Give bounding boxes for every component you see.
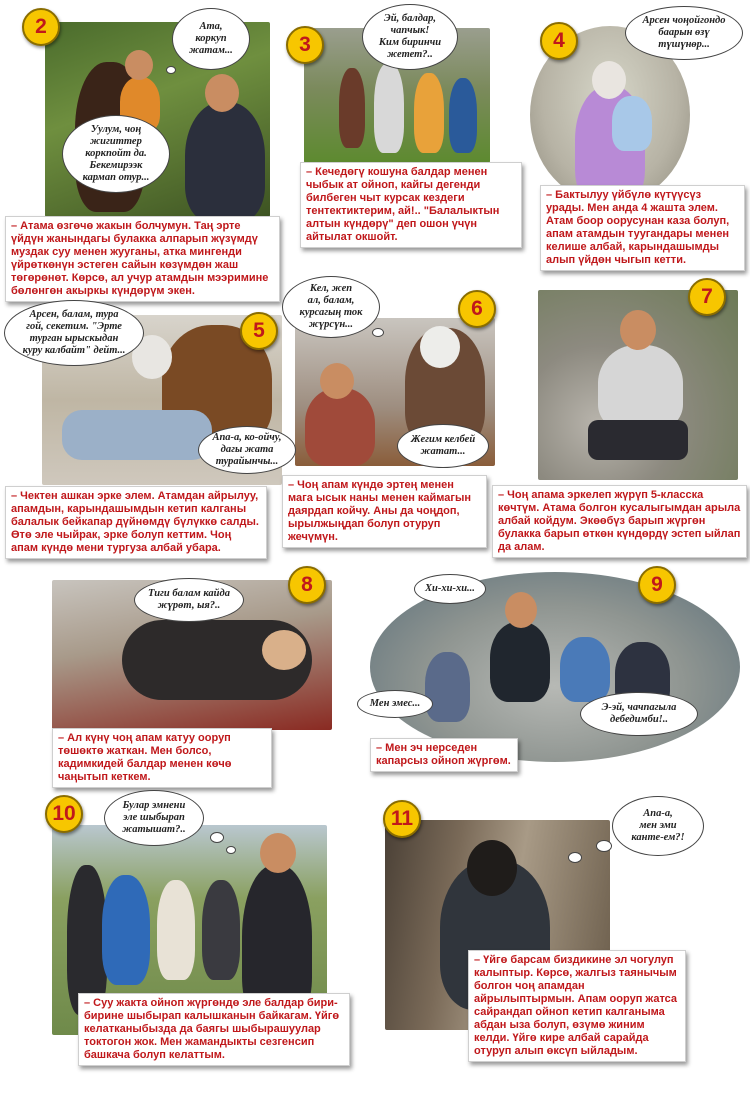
panel-caption: – Кечедөгү кошуна балдар менен чыбык ат ойноп, кайгы дегенди билбеген чыт курсак кездеги тентектиктерим, ай!.. "Балалыктын алтын күндөрү" деп ошон үчүн айтылат окшойт. — [300, 162, 522, 248]
panel-caption: – Чектен ашкан эрке элем. Атамдан айрылуу, апамдын, карындашымдын кетип калганы балалык бейкапар дүйнөмдү бүлүккө салды. Өтө эле чыйрак, эрке болуп кеттим. Чоң апам күндө мени тургуза албай убара. — [5, 486, 267, 559]
speech-bubble: Апа-а, ко-ойчу, дагы жата турайынчы... — [198, 426, 296, 474]
speech-bubble: Хи-хи-хи... — [414, 574, 486, 604]
panel-number-badge: 4 — [540, 22, 578, 60]
panel-number-badge: 2 — [22, 8, 60, 46]
speech-bubble: Арсен чоңойгондо баарын өзү түшүнөр... — [625, 6, 743, 60]
speech-bubble: Ата, коркуп жатам... — [172, 8, 250, 70]
panel-number-badge: 8 — [288, 566, 326, 604]
speech-bubble: Кел, жеп ал, балам, курсагың ток жүрсүн... — [282, 276, 380, 338]
panel-caption: – Үйгө барсам биздикине эл чогулуп калыптыр. Көрсө, жалгыз таянычым болгон чоң апамдан айрылыптырмын. Апам ооруп жатса сайрандап ойноп кетип калганыма абдан ыза болуп, өзүмө жиним келди. Үйгө кире албай сарайда отуруп алып өксүп ыйладым. — [468, 950, 686, 1062]
speech-bubble: Тиги балам кайда жүрөт, ыя?.. — [134, 578, 244, 622]
panel-number-badge: 11 — [383, 800, 421, 838]
speech-bubble: Э-эй, чачпагыла дебедимби!.. — [580, 692, 698, 736]
speech-bubble: Арсен, балам, тура гой, секетим. "Эрте турган ырыскыдан куру калбайт" дейт... — [4, 300, 144, 366]
panel-number-badge: 3 — [286, 26, 324, 64]
panel-caption: – Бактылуу үйбүлө күтүүсүз урады. Мен анда 4 жашта элем. Атам боор оорусунан каза болуп, апам атамдын туугандары менен келише албай, карындашымды алып үйдөн чыгып кетти. — [540, 185, 745, 271]
panel-caption: – Чоң апама эркелеп жүрүп 5-класска көчтүм. Атама болгон кусалыгымдан арыла албай койдум. Экөөбүз барып жүргөн булакка барып өткөн күндөрдү эстеп ыйлап да алам. — [492, 485, 747, 558]
panel-number-badge: 9 — [638, 566, 676, 604]
panel-number-badge: 7 — [688, 278, 726, 316]
photo-panel-7 — [538, 290, 738, 480]
panel-caption: – Чоң апам күндө эртең менен мага ысык наны менен каймагын даярдап койчу. Аны да чоңдоп, ырылжыңдап болуп отуруп жечүмүн. — [282, 475, 487, 548]
panel-caption: – Мен эч нерседен капарсыз ойноп жүргөм. — [370, 738, 518, 772]
speech-bubble: Булар эмнени эле шыбырап жатышат?.. — [104, 790, 204, 846]
speech-bubble: Мен эмес... — [357, 690, 433, 718]
speech-bubble: Эй, балдар, чапчык! Ким биринчи жетет?.. — [362, 4, 458, 70]
speech-bubble: Апа-а, мен эми канте-ем?! — [612, 796, 704, 856]
speech-bubble: Уулум, чоң жигиттер коркпойт да. Бекемирээк кармап отур... — [62, 115, 170, 193]
panel-caption: – Атама өзгөчө жакын болчумун. Таң эрте үйдүн жанындагы булакка алпарып жүзүмдү муздак суу менен жууганы, атка мингенди үйрөткөнүн эстеген сайын көзүмдөн жаш төгөрөнөт. Көрсө, ал учур атамдын мээримине бөлөнгөн акыркы күндөрүм экен. — [5, 216, 280, 302]
panel-number-badge: 5 — [240, 312, 278, 350]
panel-caption: – Суу жакта ойноп жүргөндө эле балдар бири-бирине шыбырап калышканын байкагам. Үйгө келатканыбызда да баягы шыбырашуулар токтогон жок. Мен жамандыкты сезгенсип башкача болуп келаттым. — [78, 993, 350, 1066]
panel-caption: – Ал күнү чоң апам катуу ооруп төшөктө жаткан. Мен болсо, кадимкидей балдар менен көчө чаңытып кеткем. — [52, 728, 272, 788]
panel-number-badge: 6 — [458, 290, 496, 328]
speech-bubble: Жегим келбей жатат... — [397, 424, 489, 468]
panel-number-badge: 10 — [45, 795, 83, 833]
photo-panel-9 — [370, 572, 740, 762]
